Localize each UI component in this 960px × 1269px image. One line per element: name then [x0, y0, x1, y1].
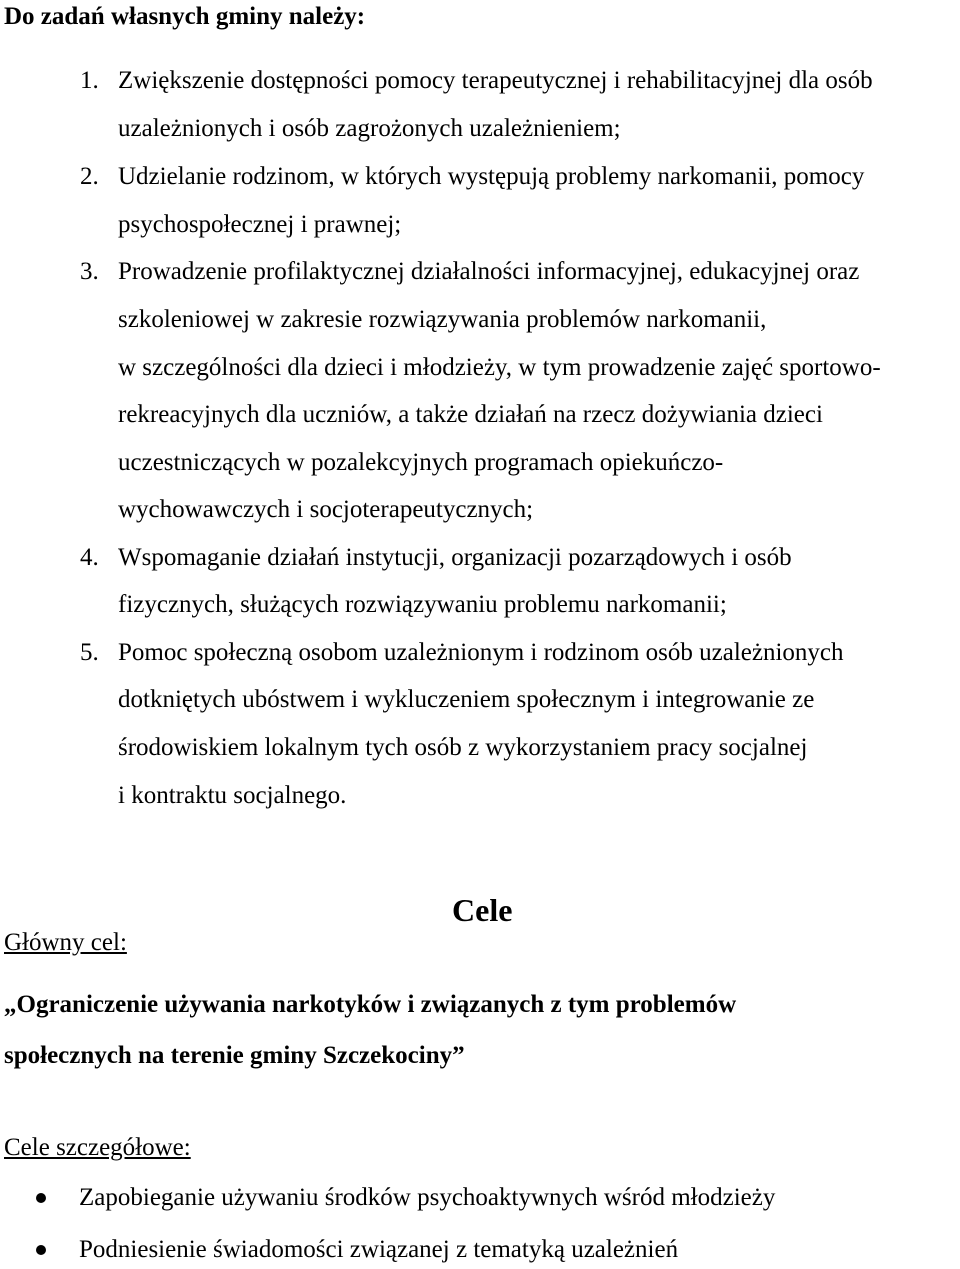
task-2-line-2: psychospołecznej i prawnej; — [118, 211, 402, 238]
task-3-number: 3. — [80, 258, 99, 285]
bullet-dot-2 — [36, 1245, 46, 1255]
task-3-line-1: Prowadzenie profilaktycznej działalności informacyjnej, edukacyjnej oraz — [118, 258, 860, 285]
main-goal-line-1: „Ograniczenie używania narkotyków i związanych z tym problemów — [4, 991, 737, 1018]
task-4-line-2: fizycznych, służących rozwiązywaniu problemu narkomanii; — [118, 591, 727, 618]
task-1-line-1: Zwiększenie dostępności pomocy terapeutycznej i rehabilitacyjnej dla osób — [118, 67, 873, 94]
task-5-number: 5. — [80, 639, 99, 666]
task-3-line-4: rekreacyjnych dla uczniów, a także działań na rzecz dożywiania dzieci — [118, 401, 823, 428]
specific-goal-item-2: Podniesienie świadomości związanej z tematyką uzależnień — [79, 1236, 679, 1263]
main-goal-label: Główny cel: — [4, 929, 127, 956]
task-1-line-2: uzależnionych i osób zagrożonych uzależnieniem; — [118, 115, 621, 142]
task-2-line-1: Udzielanie rodzinom, w których występują problemy narkomanii, pomocy — [118, 163, 865, 190]
task-1-number: 1. — [80, 67, 99, 94]
specific-goals-label: Cele szczegółowe: — [4, 1134, 191, 1161]
bullet-dot-1 — [36, 1193, 46, 1203]
task-4-line-1: Wspomaganie działań instytucji, organizacji pozarządowych i osób — [118, 544, 792, 571]
task-3-line-5: uczestniczących w pozalekcyjnych programach opiekuńczo- — [118, 449, 724, 476]
task-5-line-1: Pomoc społeczną osobom uzależnionym i rodzinom osób uzależnionych — [118, 639, 844, 666]
task-3-line-6: wychowawczych i socjoterapeutycznych; — [118, 496, 534, 523]
task-5-line-2: dotkniętych ubóstwem i wykluczeniem społecznym i integrowanie ze — [118, 686, 815, 713]
task-5-line-3: środowiskiem lokalnym tych osób z wykorzystaniem pracy socjalnej — [118, 734, 808, 761]
specific-goal-item-1: Zapobieganie używaniu środków psychoaktywnych wśród młodzieży — [79, 1184, 776, 1211]
main-goal-line-2: społecznych na terenie gminy Szczekociny” — [4, 1042, 465, 1069]
task-5-line-4: i kontraktu socjalnego. — [118, 782, 347, 809]
task-4-number: 4. — [80, 544, 99, 571]
task-2-number: 2. — [80, 163, 99, 190]
task-3-line-3: w szczególności dla dzieci i młodzieży, w tym prowadzenie zajęć sportowo- — [118, 354, 881, 381]
task-3-line-2: szkoleniowej w zakresie rozwiązywania problemów narkomanii, — [118, 306, 767, 333]
goals-title: Cele — [452, 892, 513, 928]
page-heading: Do zadań własnych gminy należy: — [4, 3, 366, 30]
